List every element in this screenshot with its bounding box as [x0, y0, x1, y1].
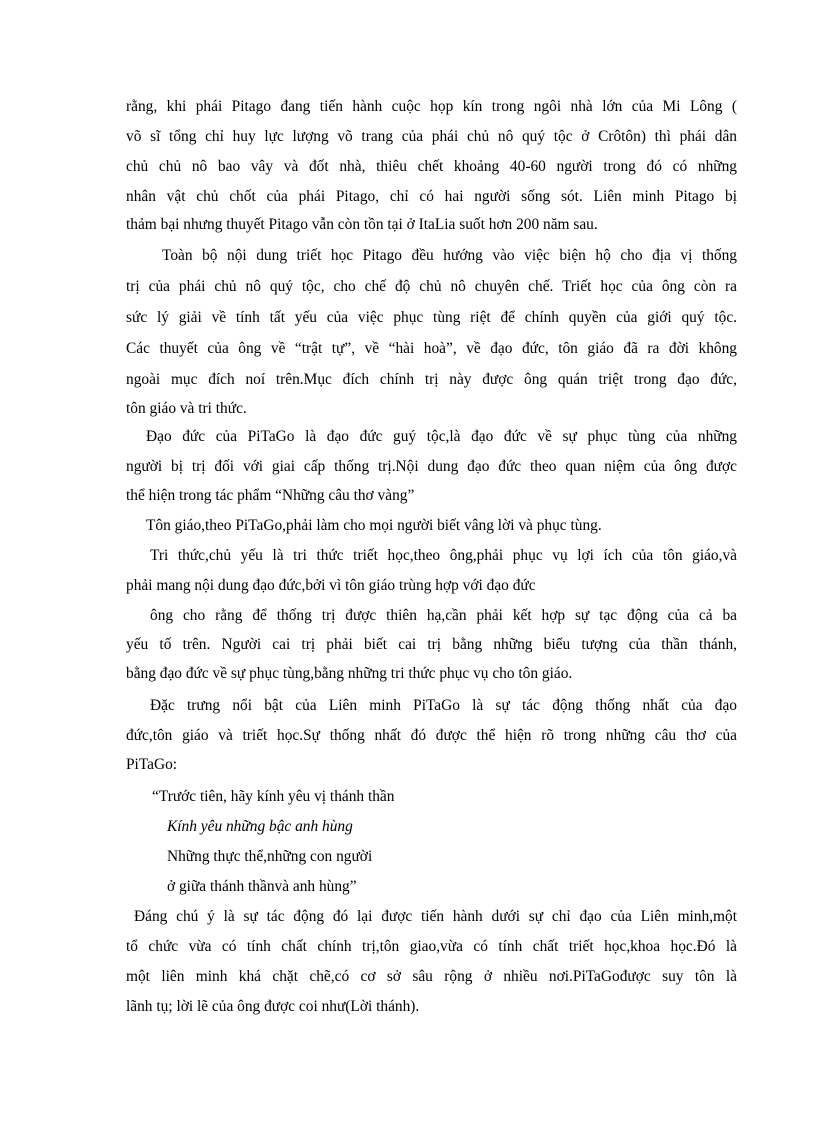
text-line: một liên minh khá chặt chẽ,có cơ sở sâu rộng ở nhiều nơi.PiTaGođược suy tôn là — [126, 968, 737, 985]
text-line: võ sĩ tổng chỉ huy lực lượng võ trang của phái chủ nô quý tộc ở Crôtôn) thì phái dân — [126, 128, 737, 145]
text-line: Đặc trưng nổi bật của Liên minh PiTaGo là sự tác động thống nhất của đạo — [150, 697, 737, 714]
text-line: thảm bại nhưng thuyết Pitago vẫn còn tồn tại ở ItaLia suốt hơn 200 năm sau. — [126, 216, 598, 233]
text-line: lãnh tụ; lời lẽ của ông được coi như(Lời thánh). — [126, 998, 420, 1015]
text-line: đức,tôn giáo và triết học.Sự thống nhất đó được thể hiện rõ trong những câu thơ của — [126, 727, 737, 744]
poem-line: Kính yêu những bậc anh hùng — [167, 818, 353, 835]
text-line: Đạo đức của PiTaGo là đạo đức guý tộc,là đạo đức về sự phục tùng của những — [146, 428, 737, 445]
text-line: người bị trị đối với giai cấp thống trị.Nội dung đạo đức theo quan niệm của ông được — [126, 458, 737, 475]
text-line: chủ chủ nô bao vây và đốt nhà, thiêu chết khoảng 40-60 người trong đó có những — [126, 158, 737, 175]
text-line: rằng, khi phái Pitago đang tiến hành cuộc họp kín trong ngôi nhà lớn của Mi Lông ( — [126, 98, 737, 115]
text-line: ngoài mục đích noí trên.Mục đích chính trị này được ông quán triệt trong đạo đức, — [126, 371, 737, 388]
text-line: Các thuyết của ông về “trật tự”, về “hài hoà”, về đạo đức, tôn giáo đã ra đời không — [126, 340, 737, 357]
text-line: yếu tố trên. Người cai trị phải biết cai trị bằng những biểu tượng của thần thánh, — [126, 636, 737, 653]
text-line: Tôn giáo,theo PiTaGo,phải làm cho mọi người biết vâng lời và phục tùng. — [146, 517, 602, 534]
text-line: bằng đạo đức về sự phục tùng,bằng những tri thức phục vụ cho tôn giáo. — [126, 665, 573, 682]
poem-line: Những thực thể,những con người — [167, 848, 373, 865]
text-line: sức lý giải về tính tất yếu của việc phục tùng riệt để chính quyền của giới quý tộc. — [126, 309, 737, 326]
text-line: Đáng chú ý là sự tác động đó lại được tiến hành dưới sự chỉ đạo của Liên minh,một — [134, 908, 737, 925]
text-line: thể hiện trong tác phẩm “Những câu thơ vàng” — [126, 487, 415, 504]
text-line: PiTaGo: — [126, 756, 178, 773]
text-line: ông cho rằng để thống trị được thiên hạ,cần phải kết hợp sự tạc động của cả ba — [150, 607, 737, 624]
text-line: tôn giáo và tri thức. — [126, 400, 247, 417]
poem-line: ở giữa thánh thầnvà anh hùng” — [167, 878, 357, 895]
text-line: nhân vật chủ chốt của phái Pitago, chỉ có hai người sống sót. Liên minh Pitago bị — [126, 188, 737, 205]
text-line: phải mang nội dung đạo đức,bởi vì tôn giáo trùng hợp với đạo đức — [126, 577, 536, 594]
text-line: Toàn bộ nội dung triết học Pitago đều hướng vào việc biện hộ cho địa vị thống — [162, 247, 737, 264]
poem-line: “Trước tiên, hãy kính yêu vị thánh thần — [152, 788, 395, 805]
text-line: tổ chức vừa có tính chất chính trị,tôn giao,vừa có tính chất triết học,khoa học.Đó là — [126, 938, 737, 955]
text-line: Tri thức,chủ yếu là tri thức triết học,theo ông,phải phục vụ lợi ích của tôn giáo,và — [150, 547, 737, 564]
text-line: trị của phái chủ nô quý tộc, cho chế độ chủ nô chuyên chế. Triết học của ông còn ra — [126, 278, 737, 295]
